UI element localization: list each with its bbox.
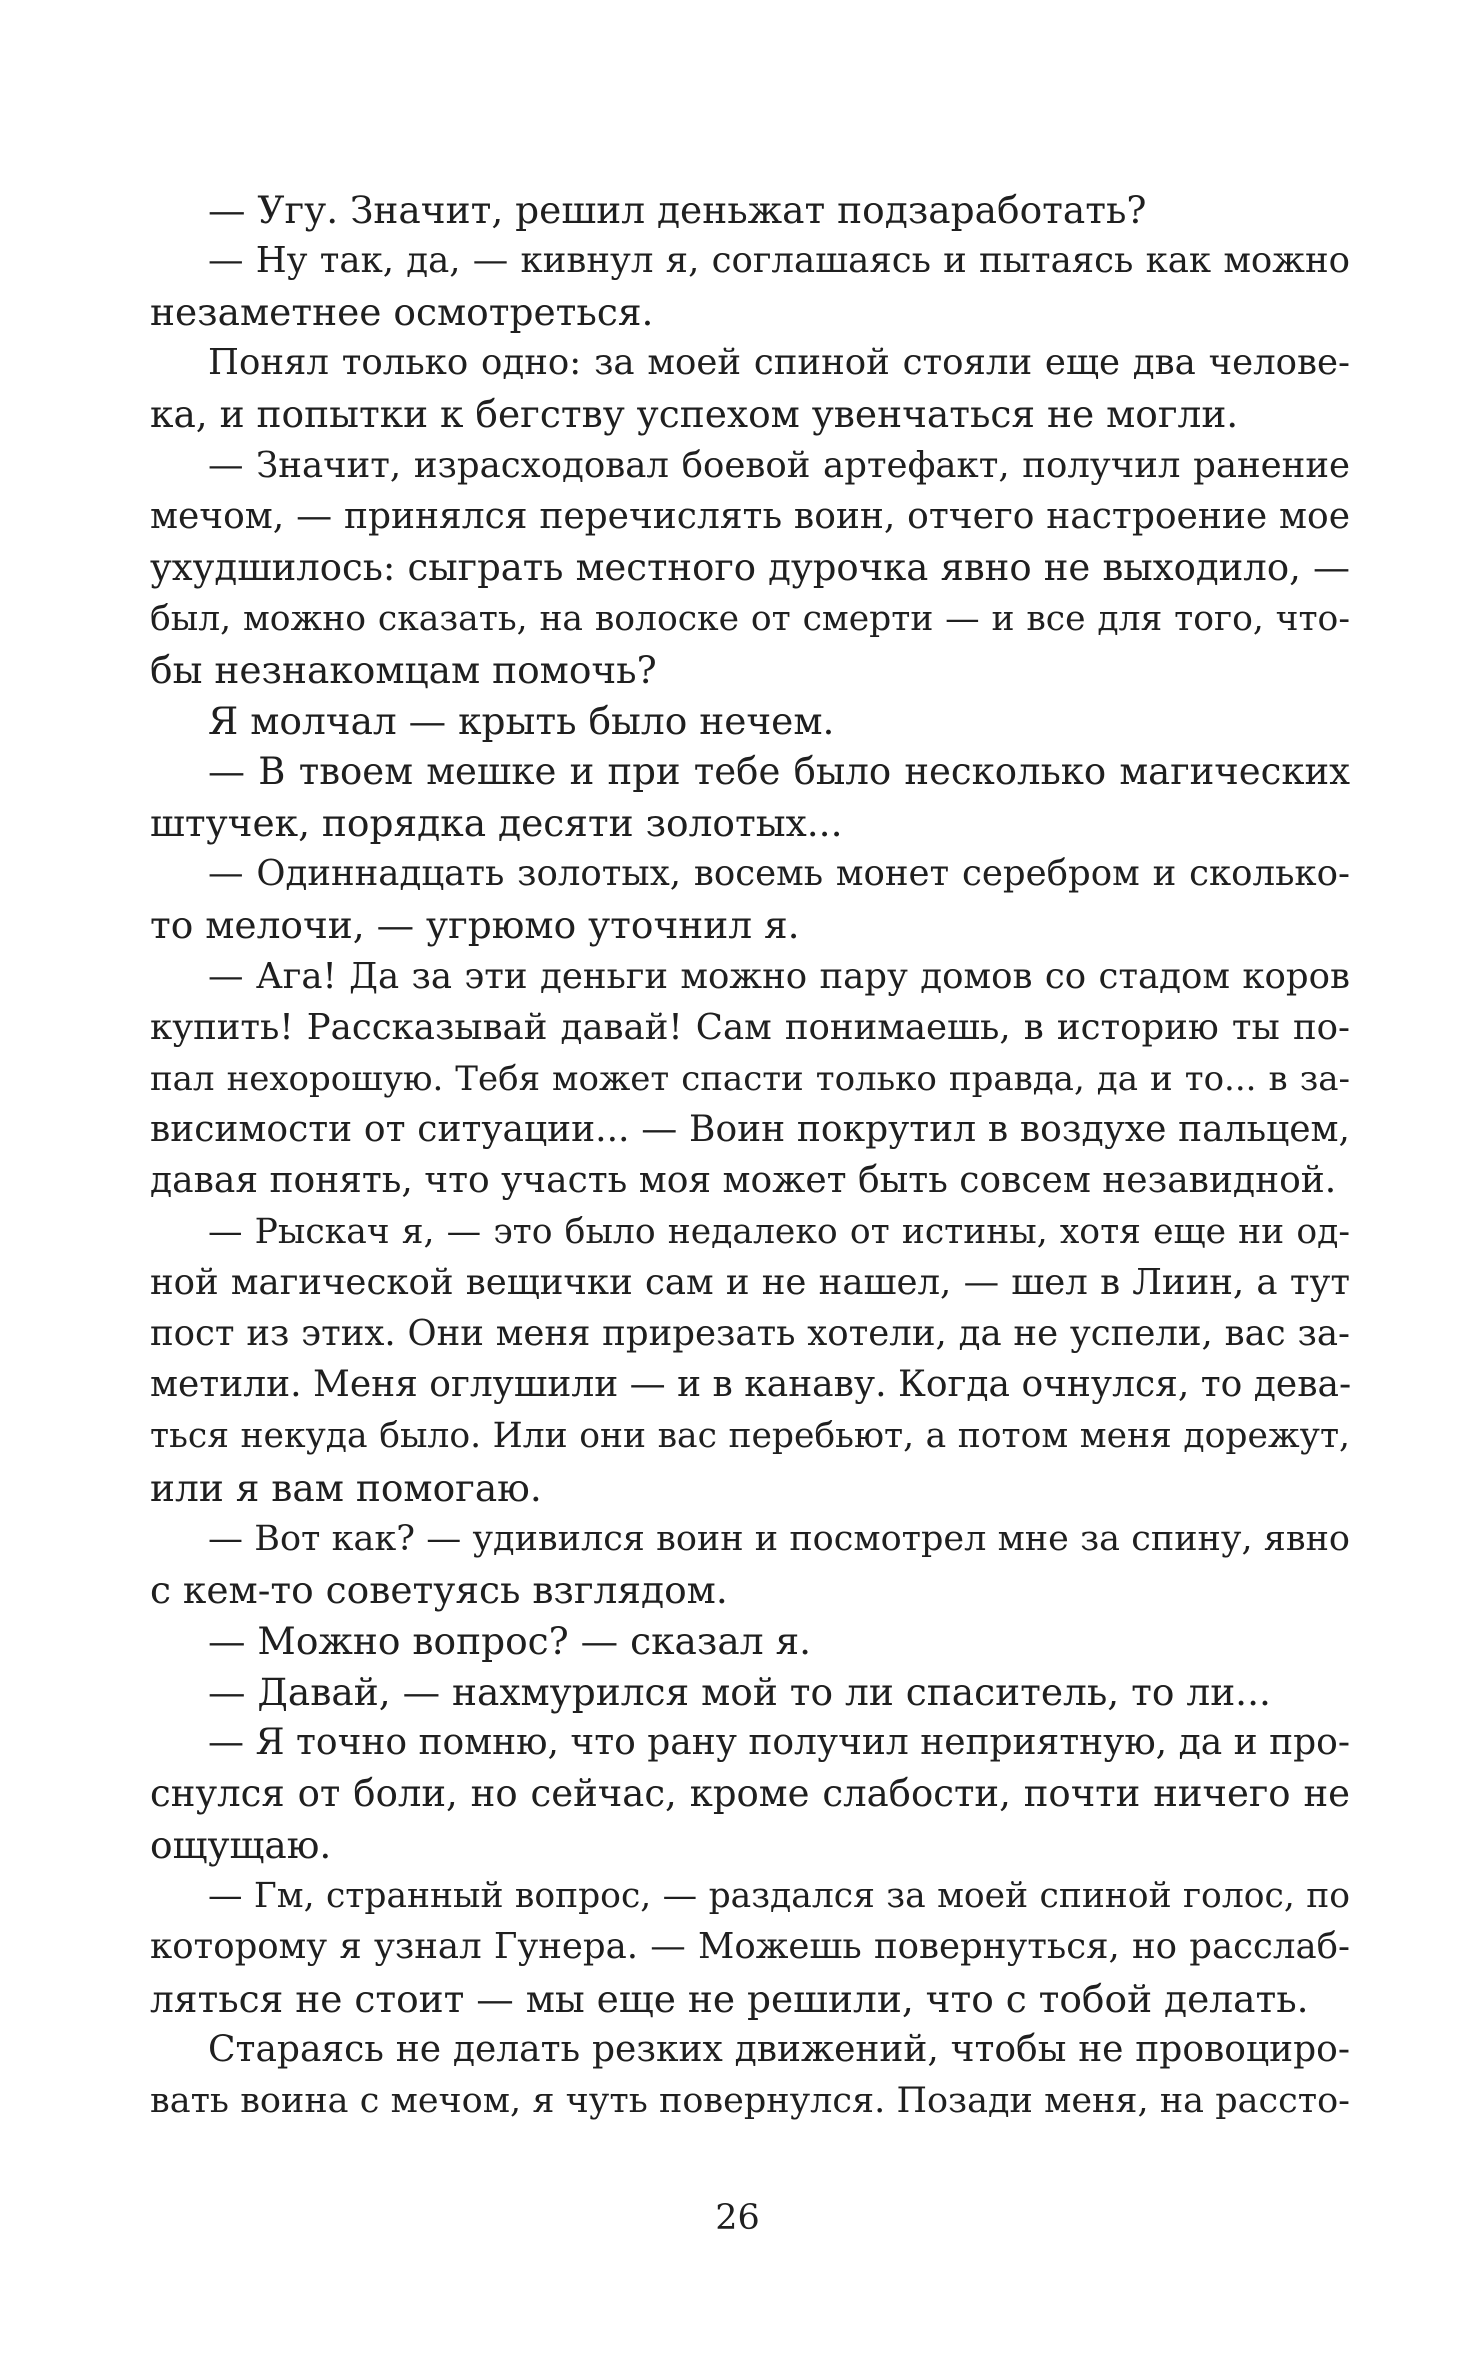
text-line: — Угу. Значит, решил деньжат подзаработать? — [208, 188, 1147, 232]
text-line: Я молчал — крыть было нечем. — [208, 699, 835, 743]
text-line: пост из этих. Они меня прирезать хотели, да не успели, вас за- — [150, 1313, 1350, 1355]
text-line: или я вам помогаю. — [150, 1465, 542, 1510]
text-line: которому я узнал Гунера. — Можешь повернуться, но расслаб- — [150, 1926, 1350, 1968]
text-line: — Вот как? — удивился воин и посмотрел мне за спину, явно — [208, 1518, 1350, 1559]
text-line: Понял только одно: за моей спиной стояли еще два челове- — [208, 342, 1350, 384]
text-line: был, можно сказать, на волоске от смерти — и все для того, что- — [150, 598, 1350, 639]
text-line: ощущаю. — [150, 1823, 332, 1868]
text-line: штучек, порядка десяти золотых... — [150, 801, 843, 846]
text-line: то мелочи, — угрюмо уточнил я. — [150, 903, 800, 948]
text-line: мечом, — принялся перечислять воин, отчего настроение мое — [150, 495, 1350, 537]
text-line: бы незнакомцам помочь? — [150, 647, 657, 692]
text-line: ухудшилось: сыграть местного дурочка явно не выходило, — — [150, 545, 1350, 589]
text-line: ка, и попытки к бегству успехом увенчаться не могли. — [150, 392, 1239, 437]
text-line: купить! Рассказывай давай! Сам понимаешь, в историю ты по- — [150, 1006, 1350, 1048]
text-line: снулся от боли, но сейчас, кроме слабости, почти ничего не — [150, 1772, 1350, 1816]
text-line: незаметнее осмотреться. — [150, 290, 654, 335]
text-line: — Гм, странный вопрос, — раздался за моей спиной голос, по — [208, 1876, 1350, 1917]
text-line: — Ну так, да, — кивнул я, соглашаясь и пытаясь как можно — [208, 240, 1350, 282]
text-line: — Одиннадцать золотых, восемь монет серебром и сколько- — [208, 853, 1350, 895]
text-line: метили. Меня оглушили — и в канаву. Когда очнулся, то дева- — [150, 1364, 1352, 1406]
text-line: ляться не стоит — мы еще не решили, что с тобой делать. — [150, 1976, 1309, 2021]
text-line: — Я точно помню, что рану получил неприятную, да и про- — [208, 1722, 1350, 1763]
text-line: висимости от ситуации... — Воин покрутил в воздухе пальцем, — [150, 1108, 1350, 1150]
text-line: с кем-то советуясь взглядом. — [150, 1567, 728, 1612]
text-line: — Рыскач я, — это было недалеко от истины, хотя еще ни од- — [208, 1212, 1350, 1252]
text-line: пал нехорошую. Тебя может спасти только правда, да и то... в за- — [150, 1058, 1350, 1099]
text-line: ться некуда было. Или они вас перебьют, а потом меня дорежут, — [150, 1416, 1350, 1457]
text-line: — В твоем мешке и при тебе было несколько магических — [208, 750, 1350, 794]
text-line: — Давай, — нахмурился мой то ли спаситель, то ли... — [208, 1669, 1271, 1714]
text-line: Стараясь не делать резких движений, чтобы не провоциро- — [208, 2028, 1350, 2070]
text-line: — Значит, израсходовал боевой артефакт, получил ранение — [208, 444, 1350, 486]
text-line: ной магической вещички сам и не нашел, — шел в Лиин, а тут — [150, 1262, 1350, 1304]
text-line: — Можно вопрос? — сказал я. — [208, 1618, 812, 1663]
text-line: — Ага! Да за эти деньги можно пару домов со стадом коров — [208, 955, 1350, 997]
text-line: давая понять, что участь моя может быть совсем незавидной. — [150, 1159, 1337, 1201]
text-line: вать воина с мечом, я чуть повернулся. Позади меня, на рассто- — [150, 2080, 1350, 2121]
page-number: 26 — [715, 2198, 760, 2238]
